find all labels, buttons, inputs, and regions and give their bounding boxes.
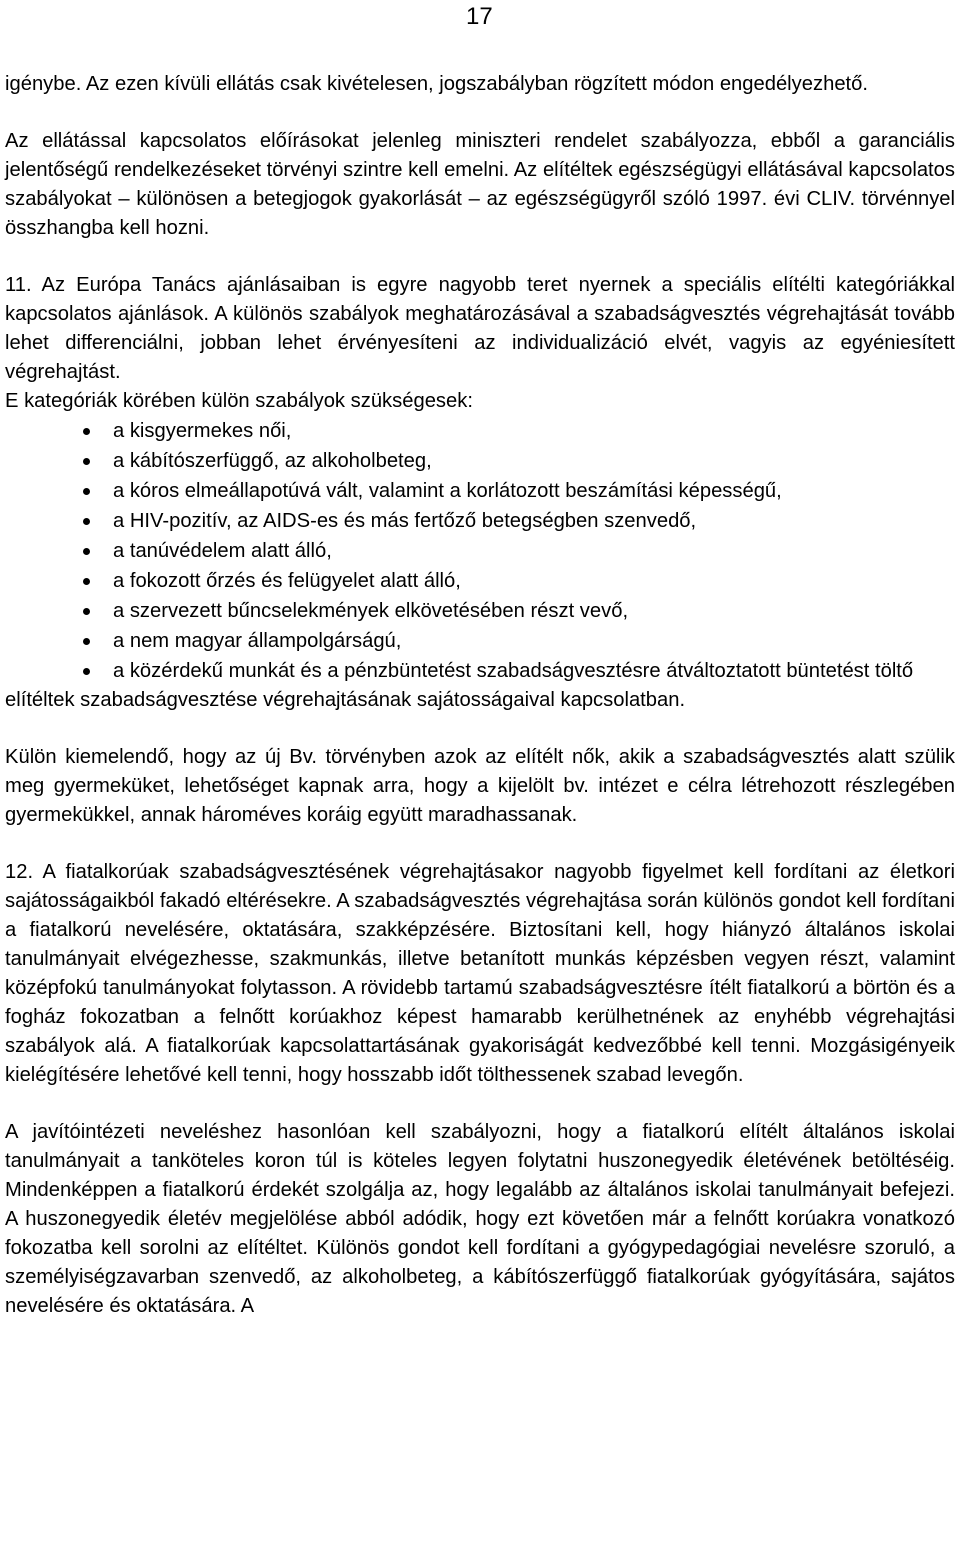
paragraph-gap — [5, 715, 955, 743]
list-item: a kábítószerfüggő, az alkoholbeteg, — [5, 447, 955, 476]
paragraph: igénybe. Az ezen kívüli ellátás csak kivételesen, jogszabályban rögzített módon engedélyezhető. — [5, 73, 868, 95]
paragraph-gap — [5, 830, 955, 858]
bullet-icon — [83, 668, 90, 675]
bullet-icon — [83, 518, 90, 525]
bullet-icon — [83, 488, 90, 495]
bullet-icon — [83, 458, 90, 465]
paragraph: Az ellátással kapcsolatos előírásokat jelenleg miniszteri rendelet szabályozza, ebből a garanciális jelentőségű rendelkezéseket törvényi szintre kell emelni. Az elítéltek egészségügyi ellátásával kapcsolatos szabályokat – különösen a betegjogok gyakorlását – az egészségügyről szóló 1997. évi CLIV. törvénnyel összhangba kell hozni. — [5, 130, 955, 239]
list-outro: elítéltek szabadságvesztése végrehajtásának sajátosságaival kapcsolatban. — [5, 689, 686, 711]
paragraph-gap — [5, 1090, 955, 1118]
list-intro: E kategóriák körében külön szabályok szükségesek: — [5, 390, 473, 412]
bullet-icon — [83, 608, 90, 615]
paragraph: 12. A fiatalkorúak szabadságvesztésének végrehajtásakor nagyobb figyelmet kell fordítani az életkori sajátosságaikból fakadó eltérésekre. A szabadságvesztés végrehajtása során különös gondot kell fordítani a fiatalkorú nevelésére, oktatására, szakképzésére. Biztosítani kell, hogy hiányzó általános iskolai tanulmányait elvégezhesse, szakmunkás, illetve betanított munkás képzésben vegyen részt, valamint középfokú tanulmányokat folytasson. A rövidebb tartamú szabadságvesztésre ítélt fiatalkorú a börtön és a fogház fokozatban a felnőtt korúakhoz képest hamarabb kerülhetnének az enyhébb végrehajtási szabályok alá. A fiatalkorúak kapcsolattartásának gyakoriságát kedvezőbbé kell tenni. Mozgásigényeik kielégítésére lehetővé kell tenni, hogy hosszabb időt tölthessenek szabad levegőn. — [5, 861, 955, 1086]
paragraph: 11. Az Európa Tanács ajánlásaiban is egyre nagyobb teret nyernek a speciális elítélti kategóriákkal kapcsolatos ajánlások. A különös szabályok meghatározásával a szabadságvesztés végrehajtását tovább lehet differenciálni, jobban lehet érvényesíteni az individualizáció elvét, vagyis az egyéniesített végrehajtást. — [5, 274, 955, 383]
bullet-icon — [83, 578, 90, 585]
category-list — [5, 417, 955, 686]
list-item: a tanúvédelem alatt álló, — [5, 537, 955, 566]
list-item: a kóros elmeállapotúvá vált, valamint a korlátozott beszámítási képességű, — [5, 477, 955, 506]
list-item: a nem magyar állampolgárságú, — [5, 627, 955, 656]
list-item: a szervezett bűncselekmények elkövetésében részt vevő, — [5, 597, 955, 626]
bullet-icon — [83, 638, 90, 645]
paragraph: A javítóintézeti neveléshez hasonlóan kell szabályozni, hogy a fiatalkorú elítélt általános iskolai tanulmányait a tanköteles koron túl is köteles legyen folytatni huszonegyedik életévének betöltéséig. Mindenképpen a fiatalkorú érdekét szolgálja az, hogy legalább az általános iskolai tanulmányait befejezi. A huszonegyedik életév megjelölése abból adódik, hogy ezt követően már a felnőtt korúakra vonatkozó fokozatba kell sorolni az elítéltet. Különös gondot kell fordítani a gyógypedagógiai nevelésre szoruló, a személyiségzavarban szenvedő, az alkoholbeteg, a kábítószerfüggő fiatalkorúak gyógyítására, sajátos nevelésére és oktatására. A — [5, 1121, 955, 1317]
list-item: a kisgyermekes női, — [5, 417, 955, 446]
list-item: a közérdekű munkát és a pénzbüntetést szabadságvesztésre átváltoztatott büntetést töltő — [5, 657, 955, 686]
document-body — [5, 70, 955, 1321]
list-item: a fokozott őrzés és felügyelet alatt álló, — [5, 567, 955, 596]
bullet-icon — [83, 428, 90, 435]
paragraph: Külön kiemelendő, hogy az új Bv. törvényben azok az elítélt nők, akik a szabadságvesztés alatt szülik meg gyermeküket, lehetőséget kapnak arra, hogy a kijelölt bv. intézet e célra létrehozott részlegében gyermekükkel, annak hároméves koráig együtt maradhassanak. — [5, 746, 955, 826]
paragraph-gap — [5, 99, 955, 127]
bullet-icon — [83, 548, 90, 555]
list-item: a HIV-pozitív, az AIDS-es és más fertőző betegségben szenvedő, — [5, 507, 955, 536]
paragraph-gap — [5, 243, 955, 271]
page-number: 17 — [466, 3, 493, 30]
